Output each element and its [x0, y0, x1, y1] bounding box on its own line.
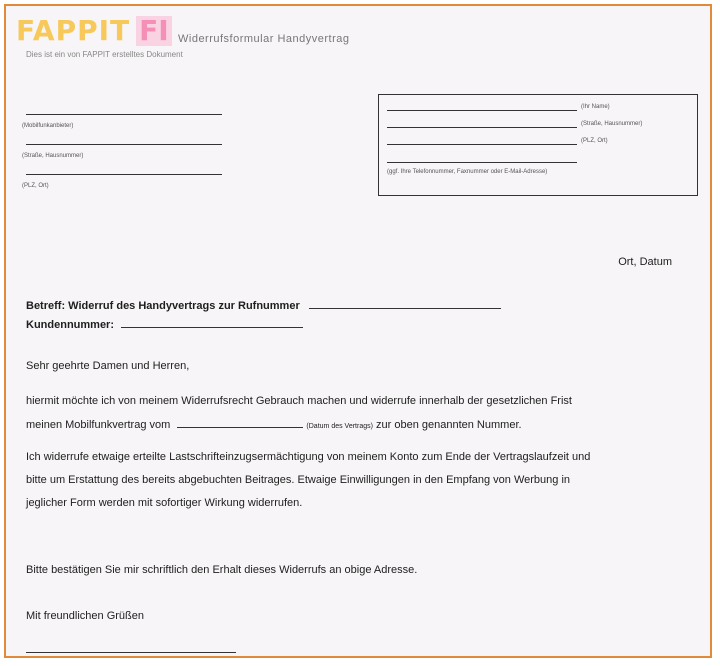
paragraph-1-line-2 [26, 418, 522, 431]
paragraph-2-line-2: bitte um Erstattung des bereits abgebuchten Beitrages. Etwaige Einwilligungen in den Empfang von Werbung in [26, 474, 571, 486]
fappit-logo [16, 10, 172, 46]
document-subtitle: Dies ist ein von FAPPIT erstelltes Dokument [26, 50, 183, 59]
logo-text-part2: FI [136, 16, 172, 46]
customer-number-line [26, 318, 303, 331]
recipient-label-street: (Straße, Hausnummer) [581, 121, 643, 127]
sender-line-1 [26, 114, 222, 115]
personal-address-box [378, 94, 698, 196]
paragraph-3: Bitte bestätigen Sie mir schriftlich den Erhalt dieses Widerrufs an obige Adresse. [26, 564, 418, 576]
contract-date-suffix: zur oben genannten Nummer. [376, 419, 522, 431]
logo-text-part1: FAPPIT [16, 14, 131, 47]
recipient-label-name: (Ihr Name) [581, 104, 610, 110]
recipient-line-3 [387, 144, 577, 145]
recipient-label-contact: (ggf. Ihre Telefonnummer, Faxnummer oder E-Mail-Adresse) [387, 169, 548, 175]
sender-line-3 [26, 174, 222, 175]
signature-line [26, 652, 236, 653]
paragraph-2-line-3: jeglicher Form werden mit sofortiger Wirkung widerrufen. [26, 497, 303, 509]
recipient-line-1 [387, 110, 577, 111]
customer-number-label: Kundennummer: [26, 319, 114, 331]
recipient-line-2 [387, 127, 577, 128]
contract-date-hint: (Datum des Vertrags) [306, 423, 373, 430]
document-title: Widerrufsformular Handyvertrag [178, 33, 350, 45]
phone-number-blank [309, 299, 501, 309]
sender-label-city: (PLZ, Ort) [22, 183, 49, 189]
subject-line [26, 299, 501, 312]
recipient-line-4 [387, 162, 577, 163]
salutation: Sehr geehrte Damen und Herren, [26, 360, 190, 372]
recipient-label-city: (PLZ, Ort) [581, 138, 608, 144]
paragraph-2-line-1: Ich widerrufe etwaige erteilte Lastschrifteinzugsermächtigung von meinem Konto zum Ende der Vertragslaufzeit und [26, 451, 591, 463]
document-page [4, 4, 712, 658]
sender-line-2 [26, 144, 222, 145]
place-date: Ort, Datum [618, 256, 672, 268]
contract-date-blank [177, 418, 303, 428]
customer-number-blank [121, 318, 303, 328]
contract-date-prefix: meinen Mobilfunkvertrag vom [26, 419, 171, 431]
sender-label-provider: (Mobilfunkanbieter) [22, 123, 74, 129]
sender-label-street: (Straße, Hausnummer) [22, 153, 84, 159]
paragraph-1-line-1: hiermit möchte ich von meinem Widerrufsrecht Gebrauch machen und widerrufe innerhalb der gesetzlichen Frist [26, 395, 572, 407]
subject-text: Betreff: Widerruf des Handyvertrags zur Rufnummer [26, 300, 300, 312]
closing: Mit freundlichen Grüßen [26, 610, 144, 622]
